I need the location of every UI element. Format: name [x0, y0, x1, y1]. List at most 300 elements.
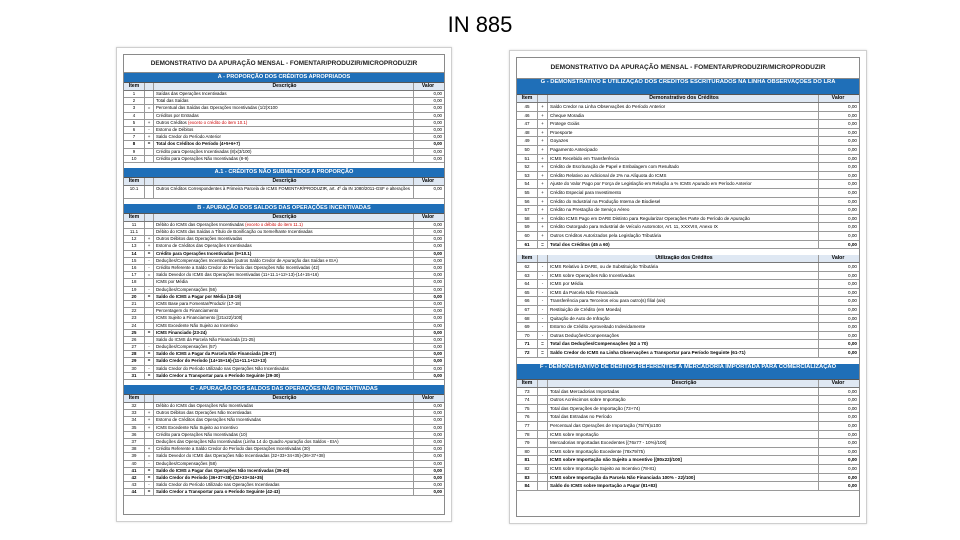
row-description-text: Saldo do ICMS a Pagar por Média (18-19)	[156, 293, 242, 299]
row-item-number: 17	[124, 272, 145, 278]
row-value: 0,00	[433, 112, 442, 118]
row-operator	[145, 156, 154, 162]
column-header-item: Item	[124, 83, 145, 90]
row-description-text: Saídas das Operações Incentivadas	[156, 91, 227, 96]
row-description-text: Estorno de Crédito Aproveitado Indevidamente	[550, 324, 646, 330]
table-row	[124, 358, 444, 365]
row-description	[154, 315, 414, 321]
row-item-number: 11.1	[124, 229, 145, 235]
row-item-number: 15	[124, 258, 145, 264]
column-header	[517, 95, 859, 103]
table-row	[124, 141, 444, 148]
row-operator: -	[538, 332, 548, 340]
row-value: 0,00	[848, 431, 857, 437]
row-description	[548, 448, 819, 456]
row-description	[548, 456, 819, 464]
row-value: 0,00	[433, 358, 442, 364]
row-description-text: Saldo do ICMS da Parcela Não Financiada (21-25)	[156, 336, 256, 342]
row-description-text: ICMS por Média	[550, 281, 584, 287]
row-description	[548, 223, 819, 231]
row-operator: -	[145, 482, 154, 488]
row-operator	[538, 474, 548, 482]
row-value: 0,00	[433, 119, 442, 125]
row-value: 0,00	[433, 229, 442, 235]
row-description-text: ICMS Base para Fomentar/Produzir (17-18)	[156, 300, 242, 306]
column-header-value: Valor	[421, 83, 435, 89]
row-description	[548, 215, 819, 223]
table-row	[517, 163, 859, 172]
row-value: 0,00	[848, 181, 857, 187]
row-item-number: 7	[124, 134, 145, 140]
row-item-number: 80	[517, 448, 538, 456]
row-description	[154, 236, 414, 242]
row-operator: -	[538, 297, 548, 305]
section	[124, 73, 444, 163]
row-value: 0,00	[433, 431, 442, 437]
row-description	[154, 301, 414, 307]
row-operator	[145, 229, 154, 235]
row-description-text: Mercadorias Importadas Excedentes [(76x77 - 10%)/100]	[550, 440, 667, 446]
row-item-number: 27	[124, 344, 145, 350]
section-heading: F - DEMONSTRATIVO DE DÉBITOS REFERENTES À MERCADORIA IMPORTADA PARA COMERCIALIZAÇÃO	[517, 364, 859, 380]
row-description-text: Saldo Credor do Período (36+37+38)-(32+33+34+35)	[156, 474, 264, 480]
row-description	[548, 465, 819, 473]
row-operator	[538, 448, 548, 456]
table-row	[124, 265, 444, 272]
document-title: DEMONSTRATIVO DA APURAÇÃO MENSAL - FOMENTAR/PRODUZIR/MICROPRODUZIR	[124, 55, 444, 73]
table-row	[517, 137, 859, 146]
row-description	[548, 232, 819, 240]
row-description	[548, 289, 819, 297]
row-operator	[145, 403, 154, 409]
row-operator: =	[145, 251, 154, 257]
row-item-number: 70	[517, 332, 538, 340]
row-description	[154, 337, 414, 343]
row-item-number: 37	[124, 439, 145, 445]
table-row	[124, 279, 444, 286]
row-value: 0,00	[433, 467, 442, 473]
row-operator: +	[538, 206, 548, 214]
table-row	[517, 280, 859, 289]
row-description-text: Ajuste do Valor Pago por Força de Legislação em Relação a % ICMS Apurado em Período Anterior	[550, 181, 752, 187]
row-description	[154, 439, 414, 445]
row-operator: -	[538, 323, 548, 331]
column-header	[124, 214, 444, 222]
row-description-text: Saldo Credor do Período Utilizado nas Operações Não Incentivadas	[156, 365, 289, 371]
row-item-number: 21	[124, 301, 145, 307]
row-value: 0,00	[848, 164, 857, 170]
column-header	[517, 255, 859, 263]
table-row	[124, 461, 444, 468]
row-description	[548, 241, 819, 249]
table-row	[517, 323, 859, 332]
row-operator	[145, 301, 154, 307]
row-item-number: 4	[124, 113, 145, 119]
row-item-number: 75	[517, 405, 538, 413]
row-description	[154, 265, 414, 271]
row-item-number: 78	[517, 431, 538, 439]
row-description	[548, 474, 819, 482]
row-description	[548, 422, 819, 430]
table-row	[124, 410, 444, 417]
row-description	[548, 146, 819, 154]
row-value: 0,00	[848, 215, 857, 221]
table-row	[124, 186, 444, 199]
row-operator: =	[145, 475, 154, 481]
row-description	[548, 396, 819, 404]
row-description-text: Quitação de Auto de Infração	[550, 315, 610, 321]
row-value: 0,00	[433, 293, 442, 299]
table-row	[124, 351, 444, 358]
row-value: 0,00	[433, 155, 442, 161]
row-description	[154, 403, 414, 409]
row-value: 0,00	[848, 388, 857, 394]
row-value: 0,00	[848, 232, 857, 238]
row-description-text: Crédito ICMS Pago em DARE Distinto para Regularizar Operações Parte do Período de Apuração	[550, 215, 750, 221]
row-description-text: Débito do ICMS das Operações Não Incentivadas	[156, 403, 254, 408]
row-value: 0,00	[848, 112, 857, 118]
row-description	[154, 366, 414, 372]
row-item-number: 5	[124, 120, 145, 126]
row-description	[154, 98, 414, 104]
table-row	[124, 446, 444, 453]
row-item-number: 72	[517, 349, 538, 357]
row-operator: +	[145, 446, 154, 452]
row-operator: +	[145, 120, 154, 126]
table-row	[124, 113, 444, 120]
row-description-text: ICMS Recebido em Transferência	[550, 155, 619, 161]
table-row	[517, 241, 859, 250]
row-description-text: Crédito Relativo ao Adicional de 2% na Alíquota do ICMS	[550, 172, 667, 178]
table-row	[124, 489, 444, 496]
row-item-number: 1	[124, 91, 145, 97]
row-description	[548, 155, 819, 163]
column-header-op	[538, 255, 548, 262]
table-row	[124, 105, 444, 112]
column-header	[124, 395, 444, 403]
row-description	[154, 127, 414, 133]
row-operator: =	[538, 241, 548, 249]
row-value: 0,00	[433, 315, 442, 321]
row-item-number: 76	[517, 413, 538, 421]
row-description	[154, 272, 414, 278]
row-operator: +	[538, 172, 548, 180]
row-description-text: ICMS por Média	[156, 279, 188, 285]
row-description-text: Outros Créditos Correspondentes à Primeira Parcela de ICMS FOMENTAR/PRODUZIR, art. 4º da IN 1080/2011-GSF e alterações	[156, 185, 410, 191]
table-row	[124, 120, 444, 127]
row-item-number: 16	[124, 265, 145, 271]
row-operator: -	[538, 272, 548, 280]
row-value: 0,00	[848, 138, 857, 144]
row-operator	[145, 337, 154, 343]
table-row	[517, 340, 859, 349]
row-value: 0,00	[433, 372, 442, 378]
row-description-text: Saldo Credor do Período (14+15+16)-(11+11.1+12+13)	[156, 358, 267, 364]
row-item-number: 77	[517, 422, 538, 430]
row-description-text: ICMS da Parcela Não Financiada	[550, 289, 619, 295]
row-operator: +	[538, 120, 548, 128]
row-operator	[538, 439, 548, 447]
table-row	[124, 482, 444, 489]
row-value: 0,00	[433, 329, 442, 335]
table-row	[124, 149, 444, 156]
row-item-number: 55	[517, 189, 538, 197]
row-item-number: 46	[517, 112, 538, 120]
row-operator: -	[145, 461, 154, 467]
row-item-number: 64	[517, 280, 538, 288]
column-header-description: Utilização dos Créditos	[548, 255, 819, 262]
row-item-number: 56	[517, 198, 538, 206]
row-description	[548, 137, 819, 145]
row-description	[154, 308, 414, 314]
row-description-text: Outros Créditos Autorizados pela Legislação Tributária	[550, 232, 662, 238]
row-value: 0,00	[848, 241, 857, 247]
row-value: 0,00	[848, 440, 857, 446]
row-item-number: 12	[124, 236, 145, 242]
column-header-op	[538, 95, 548, 102]
row-description	[154, 186, 414, 198]
row-description	[548, 431, 819, 439]
table-row	[124, 373, 444, 380]
row-description	[548, 297, 819, 305]
row-value: 0,00	[433, 148, 442, 154]
row-description	[548, 482, 819, 490]
table-row	[517, 349, 859, 358]
row-item-number: 14	[124, 251, 145, 257]
row-description-text: Saldo Devedor do ICMS das Operações Não Incentivadas (32+33+34+35)-(36+37+38)	[156, 453, 326, 459]
table-row	[517, 405, 859, 414]
row-value: 0,00	[848, 272, 857, 278]
row-operator: +	[145, 417, 154, 423]
row-value: 0,00	[848, 405, 857, 411]
row-description-text: Percentual das Saídas das Operações Incentivadas (1/2)X100	[156, 105, 278, 111]
row-operator: -	[145, 366, 154, 372]
table-row	[124, 98, 444, 105]
row-value: 0,00	[433, 424, 442, 430]
row-item-number: 10	[124, 156, 145, 162]
row-item-number: 30	[124, 366, 145, 372]
row-value: 0,00	[433, 236, 442, 242]
row-description-text: ICMS Relativo à DARE, ou de Substituição Tributária	[550, 264, 659, 270]
table-row	[124, 403, 444, 410]
row-value: 0,00	[433, 250, 442, 256]
row-item-number: 67	[517, 306, 538, 314]
table-row	[517, 332, 859, 341]
row-value: 0,00	[433, 257, 442, 263]
row-description	[154, 243, 414, 249]
column-header-description: Descrição	[154, 214, 414, 221]
row-value: 0,00	[433, 185, 442, 191]
row-operator: +	[538, 146, 548, 154]
table-row	[517, 474, 859, 483]
row-operator	[538, 422, 548, 430]
row-item-number: 49	[517, 137, 538, 145]
row-operator	[145, 323, 154, 329]
row-value: 0,00	[848, 281, 857, 287]
row-description	[548, 413, 819, 421]
table-row	[124, 425, 444, 432]
row-operator: =	[145, 105, 154, 111]
column-header	[124, 178, 444, 186]
row-value: 0,00	[433, 300, 442, 306]
row-description-note: (exceto o crédito do item 10.1)	[187, 119, 248, 125]
row-description-text: Total das Saídas	[156, 98, 189, 104]
table-row	[517, 223, 859, 232]
row-value: 0,00	[848, 414, 857, 420]
section	[124, 163, 444, 199]
row-operator: +	[145, 236, 154, 242]
row-operator: +	[145, 243, 154, 249]
row-description	[154, 330, 414, 336]
row-value: 0,00	[848, 146, 857, 152]
section-heading: G - DEMONSTRATIVO E UTILIZAÇÃO DOS CRÉDITOS ESCRITURADOS NA LINHA OBSERVAÇÕES DO LRA	[517, 79, 859, 95]
row-description-text: Saldo Credor a Transportar para o Período Seguinte (42-43)	[156, 489, 280, 495]
row-value: 0,00	[433, 272, 442, 278]
row-description-text: Outros Débitos das Operações Não Incentivadas	[156, 410, 252, 416]
row-description-text: Saldo Credor do ICMS na Linha Observações a Transportar para Período Seguinte (61-71)	[550, 350, 746, 356]
row-item-number: 74	[517, 396, 538, 404]
row-description	[548, 272, 819, 280]
row-item-number: 35	[124, 425, 145, 431]
row-value: 0,00	[433, 141, 442, 147]
table-row	[124, 272, 444, 279]
table-row	[517, 206, 859, 215]
row-description	[154, 475, 414, 481]
row-operator: +	[538, 232, 548, 240]
row-description-text: Estorno de Débitos	[156, 126, 194, 132]
table-row	[124, 323, 444, 330]
row-item-number: 13	[124, 243, 145, 249]
column-header-op	[145, 395, 154, 402]
row-description-text: Saldo do ICMS a Pagar das Operações Não Incentivadas (39-40)	[156, 467, 290, 473]
row-description-text: ICMS sobre Operações Não Incentivadas	[550, 272, 635, 278]
row-item-number: 81	[517, 456, 538, 464]
table-row	[517, 155, 859, 164]
row-description-text: Crédito Referente a Saldo Credor do Período das Operações Incentivadas (30)	[156, 446, 311, 452]
row-operator: -	[538, 263, 548, 271]
row-item-number: 43	[124, 482, 145, 488]
row-description-text: Total das Deduções/Compensações (62 a 70)	[550, 341, 648, 347]
slide-title: IN 885	[447, 12, 513, 37]
row-description	[154, 461, 414, 467]
row-operator: =	[145, 272, 154, 278]
row-description	[548, 439, 819, 447]
row-value: 0,00	[848, 155, 857, 161]
row-operator	[145, 315, 154, 321]
table-row	[124, 156, 444, 163]
row-value: 0,00	[433, 438, 442, 444]
row-item-number: 6	[124, 127, 145, 133]
row-value: 0,00	[848, 207, 857, 213]
row-description	[154, 149, 414, 155]
row-description	[548, 180, 819, 188]
row-description	[154, 417, 414, 423]
row-item-number: 23	[124, 315, 145, 321]
row-operator: =	[145, 330, 154, 336]
row-description-text: ICMS sobre Importação Sujeito ao Incentivo (78-81)	[550, 465, 656, 471]
row-value: 0,00	[848, 341, 857, 347]
row-item-number: 29	[124, 358, 145, 364]
table-row	[517, 439, 859, 448]
row-value: 0,00	[848, 189, 857, 195]
row-description	[548, 206, 819, 214]
row-item-number: 10.1	[124, 186, 145, 198]
row-value: 0,00	[848, 448, 857, 454]
document-left	[116, 47, 452, 522]
row-description	[154, 222, 414, 228]
row-operator	[145, 98, 154, 104]
row-value: 0,00	[433, 453, 442, 459]
row-item-number: 19	[124, 287, 145, 293]
row-item-number: 36	[124, 432, 145, 438]
row-item-number: 65	[517, 289, 538, 297]
row-operator: +	[145, 134, 154, 140]
row-value: 0,00	[433, 417, 442, 423]
row-description-text: Proesporte	[550, 129, 573, 135]
row-operator: +	[538, 180, 548, 188]
table-row	[124, 236, 444, 243]
row-operator	[145, 279, 154, 285]
table-row	[124, 134, 444, 141]
row-value: 0,00	[433, 460, 442, 466]
column-header-op	[145, 83, 154, 90]
row-item-number: 54	[517, 180, 538, 188]
row-value: 0,00	[433, 308, 442, 314]
row-description	[548, 198, 819, 206]
document-right	[509, 50, 867, 524]
column-header-value: Valor	[831, 95, 845, 101]
row-description-text: ICMS Financiado (23-24)	[156, 329, 207, 335]
row-description-text: Crédito Outorgado para Industrial de Veículo Automotor, Art. 11, XXXVIII, Anexo IX	[550, 224, 718, 230]
section	[124, 199, 444, 380]
column-header-description: Descrição	[154, 395, 414, 402]
row-value: 0,00	[848, 423, 857, 428]
row-value: 0,00	[848, 350, 857, 356]
row-item-number: 58	[517, 215, 538, 223]
row-item-number: 18	[124, 279, 145, 285]
row-value: 0,00	[848, 315, 857, 321]
column-header-item: Item	[517, 95, 538, 102]
table-row	[124, 308, 444, 315]
table-row	[124, 294, 444, 301]
row-description	[154, 373, 414, 379]
table-row	[517, 172, 859, 181]
table-row	[517, 431, 859, 440]
row-description	[154, 323, 414, 329]
row-item-number: 50	[517, 146, 538, 154]
row-item-number: 68	[517, 315, 538, 323]
table-row	[124, 222, 444, 229]
row-item-number: 9	[124, 149, 145, 155]
table-row	[517, 180, 859, 189]
row-item-number: 11	[124, 222, 145, 228]
row-description-text: Estorno de Créditos das Operações Não Incentivadas	[156, 417, 261, 423]
row-item-number: 25	[124, 330, 145, 336]
table-row	[517, 456, 859, 465]
row-description	[548, 340, 819, 348]
table-row	[124, 243, 444, 250]
row-value: 0,00	[848, 289, 857, 295]
row-item-number: 26	[124, 337, 145, 343]
row-operator: -	[145, 344, 154, 350]
row-description	[154, 251, 414, 257]
row-item-number: 66	[517, 297, 538, 305]
row-item-number: 45	[517, 103, 538, 111]
row-item-number: 41	[124, 468, 145, 474]
row-item-number: 28	[124, 351, 145, 357]
row-value: 0,00	[848, 172, 857, 178]
row-description	[154, 141, 414, 147]
